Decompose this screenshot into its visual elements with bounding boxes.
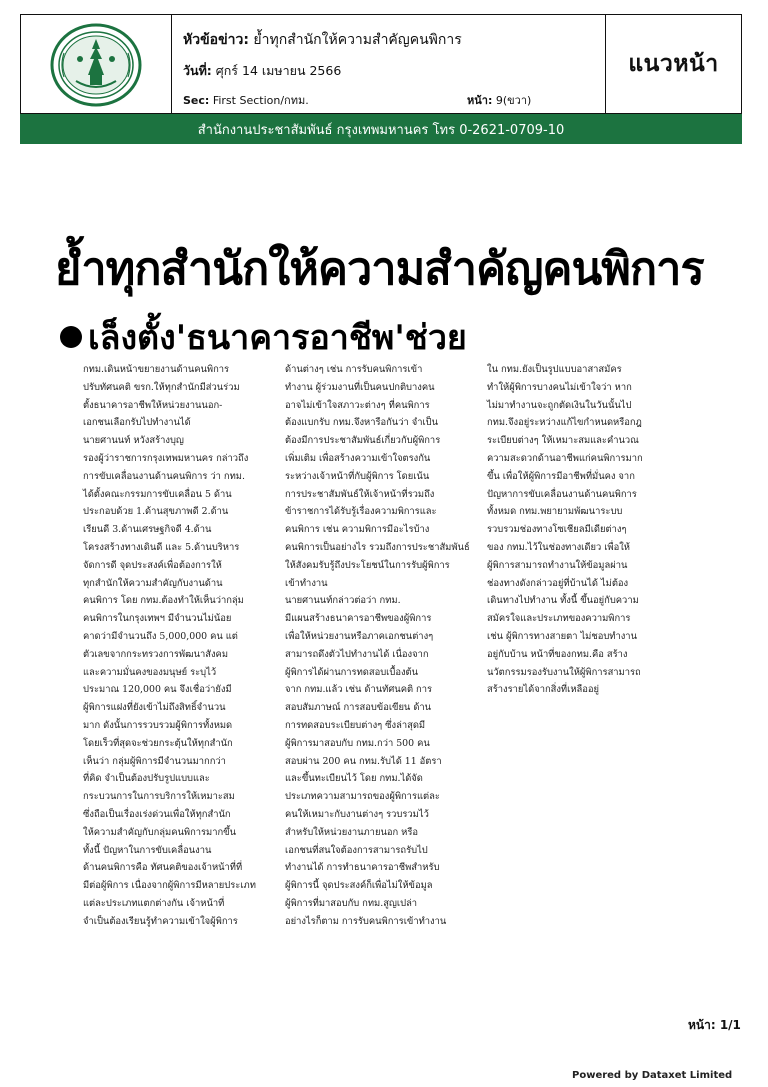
newspaper-name: แนวหน้า bbox=[628, 51, 719, 77]
contact-banner: สำนักงานประชาสัมพันธ์ กรุงเทพมหานคร โทร 0-2621-0709-10 bbox=[20, 114, 742, 144]
section-row bbox=[183, 91, 309, 109]
page-value: 9(ขวา) bbox=[495, 94, 532, 107]
sec-key: Sec: bbox=[183, 94, 210, 107]
headline-value: ย้ำทุกสำนักให้ความสำคัญคนพิการ bbox=[253, 32, 462, 48]
article-subtitle bbox=[60, 310, 467, 364]
bullet-icon bbox=[60, 326, 82, 348]
bangkok-metropolitan-seal-icon bbox=[50, 23, 142, 107]
date-value: ศุกร์ 14 เมษายน 2566 bbox=[215, 63, 342, 78]
meta-cell bbox=[171, 15, 606, 113]
headline-key: หัวข้อข่าว: bbox=[183, 32, 249, 48]
clipping-header bbox=[20, 14, 742, 114]
article-column-3: ใน กทม.ยังเป็นรูปแบบอาสาสมัคร ทำให้ผู้พิการบางคนไม่เข้าใจว่า หาก ไม่มาทำงานจะถูกตัดเงินในวันนั้นไป กทม.จึงอยู่ระหว่างแก้ไขกำหนดหรือกฎ ระเบียบต่างๆ ให้เหมาะสมและคำนวณ ความสะดวกด้านอาชีพแก่คนพิการมาก ขึ้น เพื่อให้ผู้พิการมีอาชีพที่มั่นคง จาก ปัญหาการขับเคลื่อนงานด้านคนพิการ ทั้งหมด กทม.พยายามพัฒนาระบบ รวบรวมช่องทางโซเชียลมีเดียต่างๆ ของ กทม.ไว้ในช่องทางเดียว เพื่อให้ ผู้พิการสามารถทำงานให้ข้อมูลผ่าน ช่องทางดังกล่าวอยู่ที่บ้านได้ ไม่ต้อง เดินทางไปทำงาน ทั้งนี้ ขึ้นอยู่กับความ สมัครใจและประเภทของความพิการ เช่น ผู้พิการทางสายตา ไม่ชอบทำงาน อยู่กับบ้าน หน้าที่ของกทม.คือ สร้าง นวัตกรรมรองรับงานให้ผู้พิการสามารถ สร้างรายได้จากสิ่งที่เหลืออยู่ bbox=[487, 364, 643, 696]
sec-value: First Section/กทม. bbox=[212, 94, 309, 107]
article-title: ย้ำทุกสำนักให้ความสำคัญคนพิการ bbox=[55, 242, 704, 295]
logo-cell bbox=[21, 15, 172, 113]
page-row bbox=[467, 91, 531, 109]
article-subtitle-text: เล็งตั้ง'ธนาคารอาชีพ'ช่วย bbox=[88, 318, 467, 358]
date-row bbox=[183, 61, 341, 81]
article-column-1: กทม.เดินหน้าขยายงานด้านคนพิการ ปรับทัศนคติ ขรก.ให้ทุกสำนักมีส่วนร่วม ตั้งธนาคารอาชีพให้หน่วยงานนอก- เอกชนเลือกรับไปทำงานได้ นายศานนท์ หวังสร้างบุญ รองผู้ว่าราชการกรุงเทพมหานคร กล่าวถึง การขับเคลื่อนงานด้านคนพิการ ว่า กทม. ได้ตั้งคณะกรรมการขับเคลื่อน 5 ด้าน ประกอบด้วย 1.ด้านสุขภาพดี 2.ด้าน เรียนดี 3.ด้านเศรษฐกิจดี 4.ด้าน โครงสร้างทางเดินดี และ 5.ด้านบริหาร จัดการดี จุดประสงค์เพื่อต้องการให้ ทุกสำนักให้ความสำคัญกับงานด้าน คนพิการ โดย กทม.ต้องทำให้เห็นว่ากลุ่ม คนพิการในกรุงเทพฯ มีจำนวนไม่น้อย คาดว่ามีจำนวนถึง 5,000,000 คน แต่ ตัวเลขจากกระทรวงการพัฒนาสังคม และความมั่นคงของมนุษย์ ระบุไว้ ประมาณ 120,000 คน จึงเชื่อว่ายังมี ผู้พิการแฝงที่ยังเข้าไม่ถึงสิทธิ์จำนวน มาก ดังนั้นการรวบรวมผู้พิการทั้งหมด โดยเร็วที่สุดจะช่วยกระตุ้นให้ทุกสำนัก เห็นว่า กลุ่มผู้พิการมีจำนวนมากกว่า ที่คิด จำเป็นต้องปรับรูปแบบและ กระบวนการในการบริการให้เหมาะสม ซึ่งถือเป็นเรื่องเร่งด่วนเพื่อให้ทุกสำนัก ให้ความสำคัญกับกลุ่มคนพิการมากขึ้น ทั้งนี้ ปัญหาในการขับเคลื่อนงาน ด้านคนพิการคือ ทัศนคติของเจ้าหน้าที่ที่ มีต่อผู้พิการ เนื่องจากผู้พิการมีหลายประเภท แต่ละประเภทแตกต่างกัน เจ้าหน้าที่ จำเป็นต้องเรียนรู้ทำความเข้าใจผู้พิการ bbox=[83, 364, 256, 927]
page-key: หน้า: bbox=[467, 94, 493, 107]
section-cell bbox=[606, 15, 741, 113]
date-key: วันที่: bbox=[183, 63, 212, 78]
footer-credit: Powered by Dataxet Limited bbox=[572, 1070, 733, 1081]
page-count: หน้า: 1/1 bbox=[688, 1018, 741, 1032]
headline-row bbox=[183, 29, 462, 51]
article-column-2: ด้านต่างๆ เช่น การรับคนพิการเข้า ทำงาน ผู้ร่วมงานที่เป็นคนปกติบางคน อาจไม่เข้าใจสภาวะต่างๆ ที่คนพิการ ต้องแบกรับ กทม.จึงหารือกันว่า จำเป็น ต้องมีการประชาสัมพันธ์เกี่ยวกับผู้พิการ เพิ่มเติม เพื่อสร้างความเข้าใจตรงกัน ระหว่างเจ้าหน้าที่กับผู้พิการ โดยเน้น การประชาสัมพันธ์ให้เจ้าหน้าที่รวมถึง ข้าราชการได้รับรู้เรื่องความพิการและ คนพิการ เช่น ความพิการมีอะไรบ้าง คนพิการเป็นอย่างไร รวมถึงการประชาสัมพันธ์ ให้สังคมรับรู้ถึงประโยชน์ในการรับผู้พิการ เข้าทำงาน นายศานนท์กล่าวต่อว่า กทม. มีแผนสร้างธนาคารอาชีพของผู้พิการ เพื่อให้หน่วยงานหรือภาคเอกชนต่างๆ สามารถดึงตัวไปทำงานได้ เนื่องจาก ผู้พิการได้ผ่านการทดสอบเบื้องต้น จาก กทม.แล้ว เช่น ด้านทัศนคติ การ สอบสัมภาษณ์ การสอบข้อเขียน ด้าน การทดสอบระเบียบต่างๆ ซึ่งล่าสุดมี ผู้พิการมาสอบกับ กทม.กว่า 500 คน สอบผ่าน 200 คน กทม.รับได้ 11 อัตรา และขึ้นทะเบียนไว้ โดย กทม.ได้จัด ประเภทความสามารถของผู้พิการแต่ละ คนให้เหมาะกับงานต่างๆ รวบรวมไว้ สำหรับให้หน่วยงานภายนอก หรือ เอกชนที่สนใจต้องการสามารถรับไป ทำงานได้ การทำธนาคารอาชีพสำหรับ ผู้พิการนี้ จุดประสงค์ก็เพื่อไม่ให้ข้อมูล ผู้พิการที่มาสอบกับ กทม.สูญเปล่า อย่างไรก็ตาม การรับคนพิการเข้าทำงาน bbox=[285, 364, 470, 927]
